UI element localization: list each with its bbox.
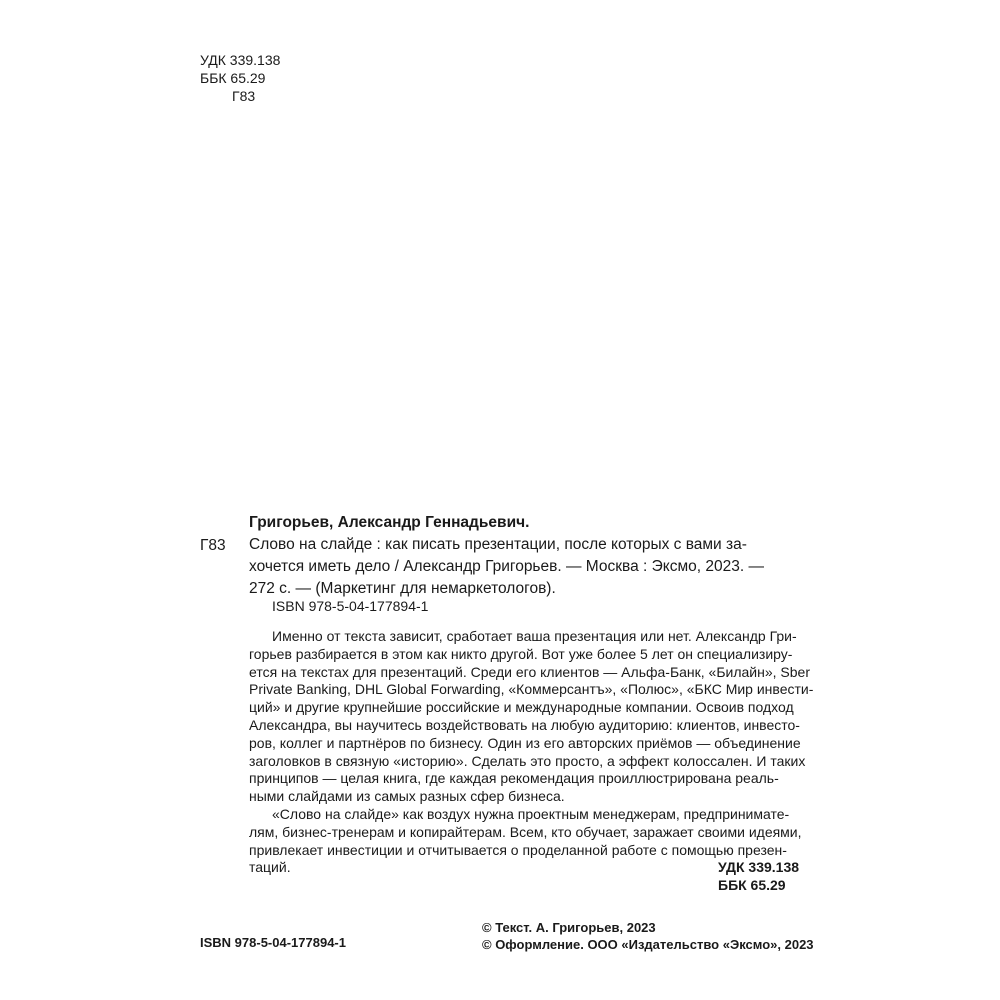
annotation-line: ется на текстах для презентаций. Среди его клиентов — Альфа-Банк, «Билайн», Sber: [249, 663, 810, 680]
bbk-code: ББК 65.29: [718, 877, 786, 893]
bbk-code: ББК 65.29: [200, 70, 266, 86]
annotation-line: Именно от текста зависит, сработает ваша презентация или нет. Александр Гри-: [272, 628, 797, 644]
copyright-design: © Оформление. ООО «Издательство «Эксмо», 2023: [482, 937, 814, 952]
annotation-line: ров, коллег и партнёров по бизнесу. Один из его авторских приёмов — объединение: [249, 734, 801, 751]
top-classification-codes: [200, 51, 280, 105]
catalog-description-line: хочется иметь дело / Александр Григорьев. — Москва : Эксмо, 2023. —: [249, 558, 764, 575]
udk-code: УДК 339.138: [718, 859, 800, 875]
catalog-author-sign: Г83: [200, 537, 226, 554]
annotation-line: Александра, вы научитесь воздействовать на любую аудиторию: клиентов, инвесто-: [249, 716, 800, 733]
annotation-line: заголовков в связную «историю». Сделать это просто, а эффект колоссален. И таких: [249, 752, 806, 769]
annotation-line: принципов — целая книга, где каждая рекомендация проиллюстрирована реаль-: [249, 770, 779, 787]
catalog-description: [249, 534, 801, 600]
catalog-author: Григорьев, Александр Геннадьевич.: [249, 514, 530, 531]
annotation-line: лям, бизнес-тренерам и копирайтерам. Всем, кто обучает, заражает своими идеями,: [249, 823, 802, 840]
author-sign: Г83: [232, 88, 256, 104]
annotation-line: ными слайдами из самых разных сфер бизнеса.: [249, 788, 565, 805]
annotation-line: привлекает инвестиции и отчитывается о проделанной работе с помощью презен-: [249, 841, 787, 858]
bottom-classification-codes: [718, 858, 799, 894]
copyright-block: [482, 919, 814, 953]
annotation-line: таций.: [249, 859, 291, 876]
annotation-line: ций» и другие крупнейшие российские и международные компании. Освоив подход: [249, 699, 794, 716]
copyright-text: © Текст. А. Григорьев, 2023: [482, 920, 656, 935]
catalog-description-line: Слово на слайде : как писать презентации, после которых с вами за-: [249, 536, 747, 553]
udk-code: УДК 339.138: [200, 52, 281, 68]
annotation-line: «Слово на слайде» как воздух нужна проектным менеджерам, предпринимате-: [272, 805, 790, 822]
annotation: [249, 628, 814, 877]
catalog-isbn: ISBN 978-5-04-177894-1: [272, 598, 429, 614]
catalog-description-line: 272 с. — (Маркетинг для немаркетологов).: [249, 580, 556, 597]
annotation-line: горьев разбирается в этом как никто другой. Вот уже более 5 лет он специализиру-: [249, 645, 793, 662]
annotation-line: Private Banking, DHL Global Forwarding, «Коммерсантъ», «Полюс», «БКС Мир инвести-: [249, 681, 814, 698]
footer-isbn: ISBN 978-5-04-177894-1: [200, 935, 346, 950]
